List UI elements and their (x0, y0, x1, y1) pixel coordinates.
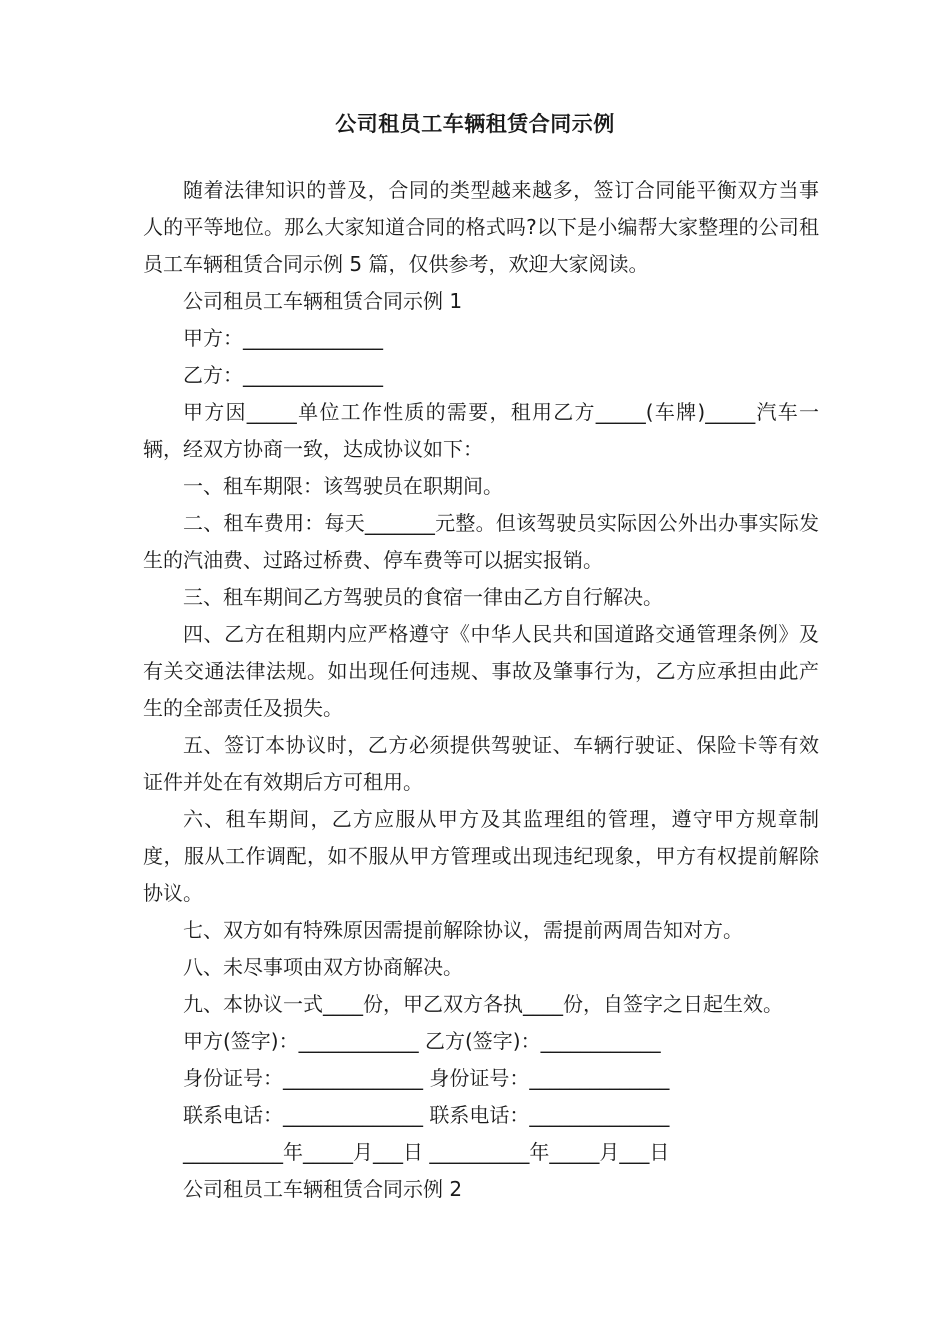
phone-line: 联系电话：______________ 联系电话：______________ (183, 1103, 670, 1127)
example-2-heading: 公司租员工车辆租赁合同示例 2 (183, 1177, 463, 1201)
preamble-paragraph: 甲方因_____单位工作性质的需要，租用乙方_____(车牌)_____汽车一辆，经双方协商一致，达成协议如下： (143, 400, 819, 461)
party-b-line: 乙方：______________ (183, 363, 383, 387)
clause-5: 五、签订本协议时，乙方必须提供驾驶证、车辆行驶证、保险卡等有效证件并处在有效期后方可租用。 (143, 733, 819, 794)
clause-2: 二、租车费用：每天_______元整。但该驾驶员实际因公外出办事实际发生的汽油费、过路过桥费、停车费等可以据实报销。 (143, 511, 819, 572)
clause-7: 七、双方如有特殊原因需提前解除协议，需提前两周告知对方。 (183, 918, 743, 942)
example-1-heading: 公司租员工车辆租赁合同示例 1 (183, 289, 463, 313)
clause-4: 四、乙方在租期内应严格遵守《中华人民共和国道路交通管理条例》及有关交通法律法规。如出现任何违规、事故及肇事行为，乙方应承担由此产生的全部责任及损失。 (143, 622, 819, 720)
clause-1: 一、租车期限：该驾驶员在职期间。 (183, 474, 503, 498)
document-body (143, 172, 819, 1208)
clause-9: 九、本协议一式____份，甲乙双方各执____份，自签字之日起生效。 (183, 992, 783, 1016)
signature-line: 甲方(签字)：____________ 乙方(签字)：____________ (183, 1029, 661, 1053)
clause-3: 三、租车期间乙方驾驶员的食宿一律由乙方自行解决。 (183, 585, 663, 609)
clause-8: 八、未尽事项由双方协商解决。 (183, 955, 463, 979)
intro-paragraph: 随着法律知识的普及，合同的类型越来越多，签订合同能平衡双方当事人的平等地位。那么大家知道合同的格式吗?以下是小编帮大家整理的公司租员工车辆租赁合同示例 5 篇，仅供参考，欢迎大家阅读。 (143, 178, 819, 276)
date-line: __________年_____月___日 __________年_____月___日 (183, 1140, 670, 1164)
document-title: 公司租员工车辆租赁合同示例 (335, 112, 615, 136)
clause-6: 六、租车期间，乙方应服从甲方及其监理组的管理，遵守甲方规章制度，服从工作调配，如不服从甲方管理或出现违纪现象，甲方有权提前解除协议。 (143, 807, 819, 905)
party-a-line: 甲方：______________ (183, 326, 383, 350)
id-number-line: 身份证号：______________ 身份证号：______________ (183, 1066, 670, 1090)
